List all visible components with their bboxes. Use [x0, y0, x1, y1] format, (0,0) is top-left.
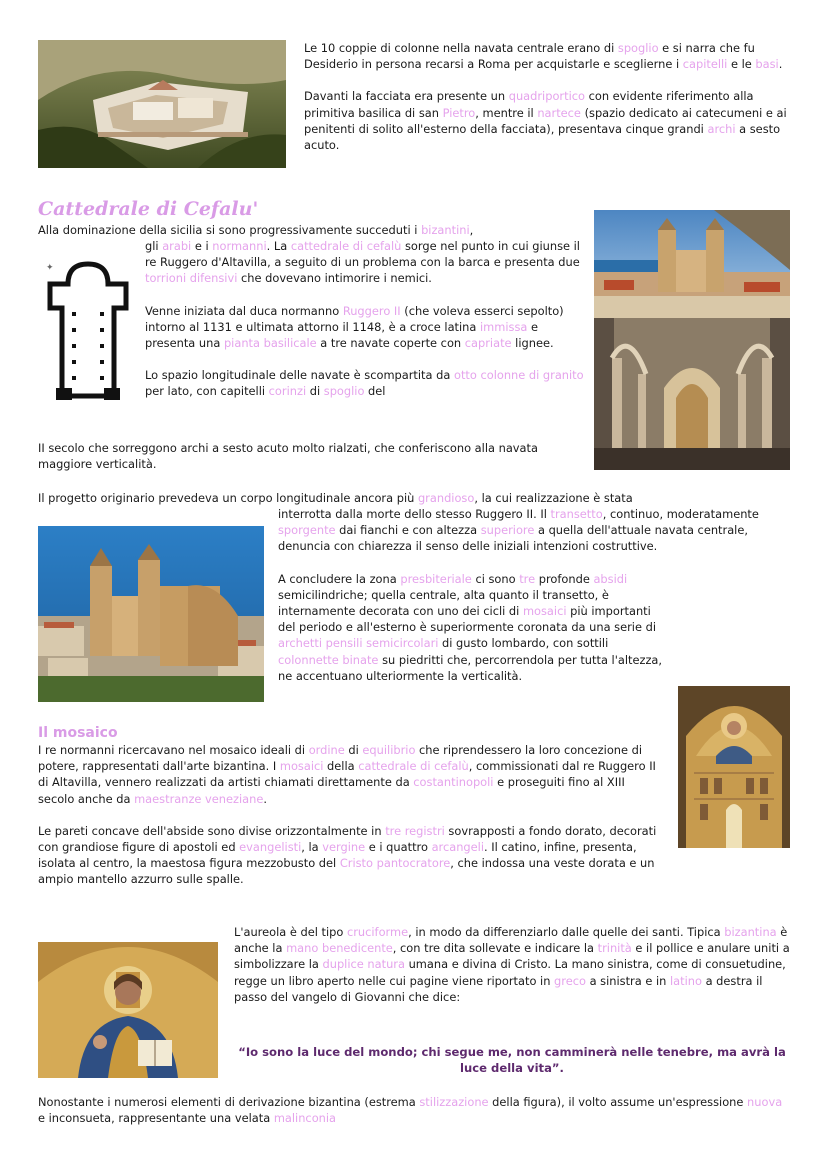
text-run: a destra il passo del vangelo di Giovanni che dice:	[234, 973, 763, 1004]
highlighted-term: greco	[554, 973, 586, 988]
text-run: .	[263, 791, 268, 806]
text-run: con evidente riferimento alla primitiva basilica di san	[304, 89, 754, 120]
text-run: Lo spazio longitudinale delle navate è scompartita da	[145, 368, 454, 383]
text-run: e inconsueta, rappresentante una velata	[38, 1111, 274, 1126]
cefalu-facade-photo	[594, 210, 790, 318]
highlighted-term: Ruggero II	[342, 303, 401, 318]
text-run: , commissionati dal re Ruggero II di Altavilla, vennero realizzati da artisti chiamati direttamente da	[38, 759, 656, 790]
text-run: e le	[727, 57, 756, 72]
highlighted-term: maestranze veneziane	[134, 791, 264, 806]
text-run: e il pollice e anulare uniti a simbolizzare la	[234, 941, 790, 972]
highlighted-term: nuova	[747, 1095, 783, 1109]
text-run: per lato, con capitelli	[145, 384, 269, 399]
highlighted-term: transetto	[550, 507, 603, 521]
highlighted-term: sporgente	[278, 523, 336, 538]
highlighted-term: tre registri	[385, 823, 445, 838]
text-run: gli	[145, 239, 163, 253]
text-run: e proseguiti fino al XIII secolo anche da	[38, 775, 625, 806]
highlighted-term: capriate	[464, 336, 512, 351]
text-run: , che indossa una veste dorata e un ampio mantello azzurro sulle spalle.	[38, 856, 655, 887]
highlighted-term: presbiteriale	[400, 571, 472, 586]
highlighted-term: latino	[669, 973, 702, 988]
text-run: della	[323, 759, 359, 774]
highlighted-term: archetti pensili semicircolari	[278, 636, 439, 651]
text-run: Le pareti concave dell'abside sono divise orizzontalmente in	[38, 823, 386, 838]
section-title-cefalu: Cattedrale di Cefalu'	[38, 198, 259, 220]
text-run: sovrapposti a fondo dorato, decorati con grandiose figure di apostoli ed	[38, 823, 657, 855]
highlighted-term: archi	[707, 121, 736, 136]
text-run: , mentre il	[475, 105, 538, 120]
text-run: di	[306, 384, 324, 399]
text-run: (spazio dedicato ai catecumeni e ai penitenti di solito all'esterno della facciata), presentava cinque grandi	[304, 105, 787, 136]
highlighted-term: evangelisti	[239, 840, 302, 855]
gospel-quote: “Io sono la luce del mondo; chi segue me, non camminerà nelle tenebre, ma avrà la luce della vita”.	[238, 1045, 786, 1075]
text-run: ,	[469, 223, 474, 237]
highlighted-term: cattedrale di cefalù	[358, 759, 469, 774]
text-run: Nonostante i numerosi elementi di derivazione bizantina (estrema	[38, 1095, 420, 1109]
text-run: A concludere la zona	[278, 571, 401, 586]
highlighted-term: Pietro	[442, 105, 476, 120]
text-run: sorge nel punto in cui giunse il re Ruggero d'Altavilla, a seguito di un problema con la barca e presenta due	[145, 239, 580, 270]
text-run: umana e divina di Cristo. La mano sinistra, come di consuetudine, regge un libro aperto nelle cui pagine viene riportato in	[234, 957, 786, 988]
text-run: ci sono	[471, 571, 520, 586]
apse-mosaic-photo	[678, 686, 790, 848]
text-run: e presenta una	[145, 319, 539, 351]
text-run: Le 10 coppie di colonne nella navata centrale erano di	[304, 41, 618, 55]
highlighted-term: malinconia	[273, 1111, 337, 1126]
highlighted-term: trinità	[597, 941, 632, 956]
highlighted-term: immissa	[480, 319, 528, 334]
text-run: .	[778, 57, 783, 72]
highlighted-term: spoglio	[617, 41, 659, 55]
text-run: dai fianchi e con altezza	[335, 523, 481, 538]
nave-paragraph-start	[145, 367, 585, 399]
text-run: a sinistra e in	[585, 973, 670, 988]
closing-paragraph	[38, 1094, 790, 1126]
text-run: , con tre dita sollevate e indicare la	[392, 941, 598, 956]
text-run: lignee.	[511, 336, 554, 351]
intro-first-line	[38, 222, 598, 238]
text-run: a tre navate coperte con	[316, 336, 465, 351]
text-run: I re normanni ricercavano nel mosaico ideali di	[38, 743, 309, 757]
intro-paragraph	[145, 238, 585, 287]
mosaic-intro-paragraph	[38, 742, 658, 807]
highlighted-term: equilibrio	[362, 743, 416, 757]
subtitle-mosaico: Il mosaico	[38, 725, 118, 741]
text-run: del	[364, 384, 386, 399]
cefalu-interior-photo	[594, 318, 790, 470]
text-run: della figura), il volto assume un'espressione	[488, 1095, 748, 1109]
highlighted-term: ordine	[308, 743, 345, 757]
highlighted-term: colonnette binate	[278, 652, 379, 667]
highlighted-term: arcangeli	[431, 840, 485, 855]
highlighted-term: normanni	[212, 239, 267, 253]
text-run: di gusto lombardo, con sottili	[438, 636, 609, 651]
text-run: , la cui realizzazione è stata	[474, 491, 633, 505]
highlighted-term: absidi	[593, 571, 628, 586]
text-run: semicilindriche; quella centrale, alta quanto il transetto, è internamente decorata con uno dei cicli di	[278, 587, 609, 619]
text-run: Venne iniziata dal duca normanno	[145, 303, 343, 318]
construction-paragraph	[145, 303, 585, 352]
highlighted-term: superiore	[480, 523, 535, 538]
text-run: interrotta dalla morte dello stesso Ruggero II. Il	[278, 507, 551, 521]
highlighted-term: bizantini	[421, 223, 470, 237]
text-run: , continuo, moderatamente	[602, 507, 759, 521]
text-run: . La	[266, 239, 291, 253]
project-paragraph	[278, 506, 790, 555]
highlighted-term: quadriportico	[508, 89, 585, 104]
highlighted-term: duplice natura	[322, 957, 405, 972]
highlighted-term: cruciforme	[346, 925, 409, 939]
highlighted-term: corinzi	[268, 384, 307, 399]
text-run: profonde	[535, 571, 594, 586]
highlighted-term: mano benedicente	[286, 941, 393, 956]
project-first-line	[38, 490, 790, 506]
halo-paragraph	[234, 924, 790, 1005]
highlighted-term: mosaici	[279, 759, 324, 774]
facade-paragraph	[304, 88, 794, 153]
text-run: Davanti la facciata era presente un	[304, 89, 509, 104]
apse-walls-paragraph	[38, 823, 658, 888]
highlighted-term: cattedrale di cefalù	[290, 239, 402, 253]
text-run: su piedritti che, percorrendola per tutta l'altezza, ne accentuano ulteriormente la verticalità.	[278, 652, 663, 683]
highlighted-term: tre	[519, 571, 536, 586]
highlighted-term: Cristo pantocratore	[339, 856, 451, 871]
highlighted-term: spoglio	[323, 384, 365, 399]
pantocrator-mosaic-photo	[38, 942, 218, 1078]
text-run: e si narra che fu Desiderio in persona recarsi a Roma per acquistarle e sceglierne i	[304, 41, 755, 72]
text-run: e i quattro	[365, 840, 432, 855]
text-run: che dovevano intimorire i nemici.	[237, 271, 432, 286]
highlighted-term: grandioso	[417, 491, 475, 505]
highlighted-term: pianta basilicale	[223, 336, 317, 351]
text-run: L'aureola è del tipo	[234, 925, 347, 939]
text-run: che riprendessero la loro concezione di potere, rappresentati dall'arte bizantina. I	[38, 743, 643, 774]
text-run: Il progetto originario prevedeva un corpo longitudinale ancora più	[38, 491, 418, 505]
text-run: e i	[191, 239, 213, 253]
highlighted-term: nartece	[537, 105, 581, 120]
text-run: (che voleva esserci sepolto) intorno al 1131 e ultimata attorno il 1148, è a croce latina	[145, 303, 564, 334]
highlighted-term: otto colonne di granito	[453, 368, 584, 383]
highlighted-term: costantinopoli	[413, 775, 494, 790]
highlighted-term: mosaici	[522, 604, 567, 619]
highlighted-term: stilizzazione	[419, 1095, 489, 1109]
abbey-aerial-photo	[38, 40, 286, 168]
svg-text:✦: ✦	[46, 263, 54, 273]
highlighted-term: capitelli	[682, 57, 728, 72]
text-run: Alla dominazione della sicilia si sono progressivamente succeduti i	[38, 223, 422, 237]
highlighted-term: torrioni difensivi	[145, 271, 238, 286]
highlighted-term: arabi	[162, 239, 192, 253]
text-run: . Il catino, infine, presenta, isolata al centro, la maestosa figura mezzobusto del	[38, 840, 637, 871]
highlighted-term: bizantina	[724, 925, 777, 939]
highlighted-term: vergine	[322, 840, 366, 855]
text-run: è anche la	[234, 925, 788, 956]
text-run: di	[344, 743, 363, 757]
text-run: , la	[301, 840, 323, 855]
text-run: a sesto acuto.	[304, 121, 781, 153]
cathedral-plan-drawing	[42, 256, 134, 414]
text-run: , in modo da differenziarlo dalle quelle dei santi. Tipica	[408, 925, 725, 939]
apse-paragraph	[278, 571, 670, 684]
nave-paragraph-end: II secolo che sorreggono archi a sesto acuto molto rialzati, che conferiscono alla navata maggiore verticalità.	[38, 441, 538, 472]
cefalu-aerial-photo	[38, 526, 264, 702]
text-run: più importanti del periodo e all'esterno è superiormente coronata da una serie di	[278, 604, 656, 635]
highlighted-term: basi	[755, 57, 779, 72]
text-run: a quella dell'attuale navata centrale, denuncia con chiarezza il senso delle iniziali intenzioni costruttive.	[278, 523, 748, 554]
abbey-columns-paragraph	[304, 40, 794, 72]
